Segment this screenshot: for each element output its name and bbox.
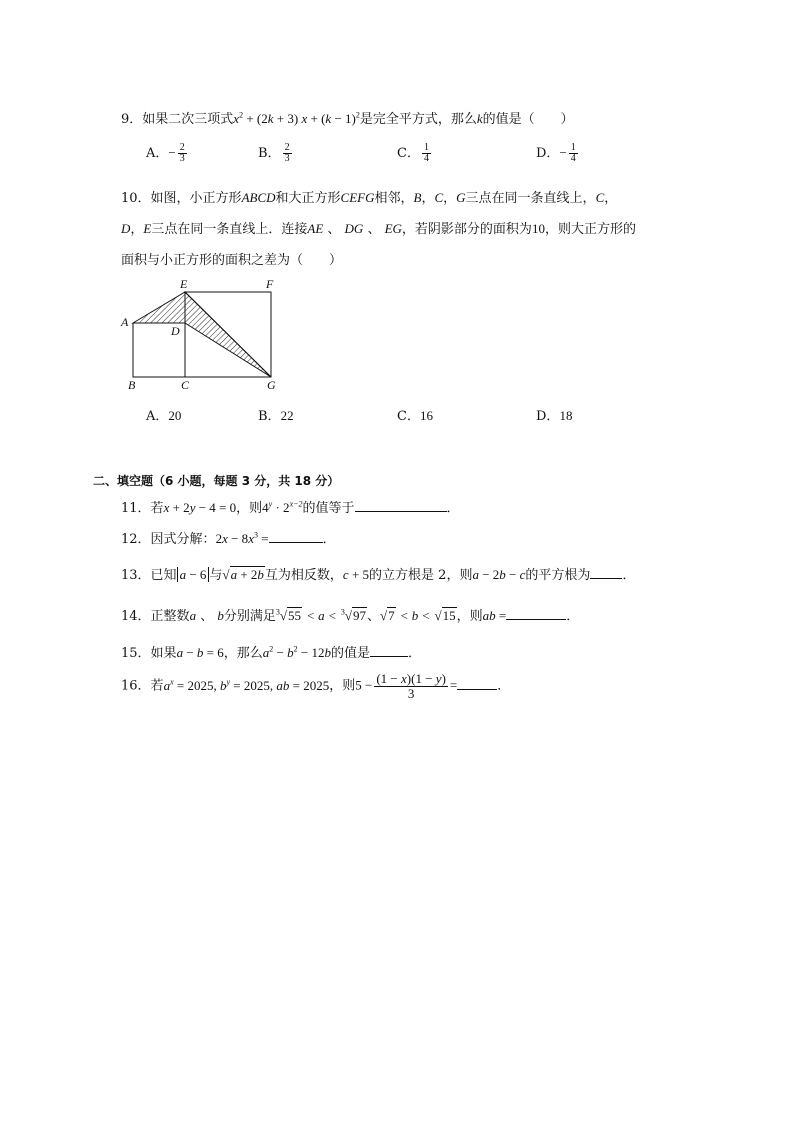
shaded-triangle-aed [133,292,185,323]
q10-line-2: D，E三点在同一条直线上．连接AE 、 DG 、 EG，若阴影部分的面积为10，则大正方形的 [121,221,636,237]
q15: 15．如果a − b = 6，那么$a^2 - b^2 - 12b$的值是 ． [121,644,421,661]
q12: 12．因式分解：$2x - 8x^3$ = ． [121,530,336,547]
label-b: B [128,378,136,391]
fraction: $\frac{1}{4}$ [570,141,576,164]
q10-option-c[interactable]: C．16 [397,408,433,424]
section-heading: 二、填空题（6 小题，每题 3 分，共 18 分） [93,474,340,488]
label-d: D [171,324,180,338]
fraction: $\frac{(1 - x)(1 - y)}{3}$ [376,671,446,701]
q9-option-b[interactable]: B． $\frac{2}{3}$ [258,141,290,164]
q9-option-a[interactable]: A．− $\frac{2}{3}$ [146,141,185,164]
fraction: $\frac{2}{3}$ [284,141,290,164]
q16: 16．若$a^x = 2025$, $b^y = 2025$, ab = 2025，则5 − $\frac{(1 - x)(1 - y)}{3}$ = ． [121,671,511,701]
q9-tail: 是完全平方式，那么 [359,112,477,127]
q10-option-a[interactable]: A．20 [146,408,182,424]
answer-blank[interactable] [269,530,323,543]
label-a: A [121,315,129,329]
q10-area-value: 10 [531,221,545,236]
q10-line-1: 10．如图，小正方形ABCD和大正方形CEFG相邻，B，C，G三点在同一条直线上，C， [121,190,618,206]
answer-blank[interactable] [590,566,622,579]
answer-blank[interactable] [370,644,408,657]
q9-option-c[interactable]: C． $\frac{1}{4}$ [397,141,429,164]
q10-option-b[interactable]: B．22 [258,408,294,424]
q13: 13．已知 a − 6 与√a + 2b互为相反数，c + 5的立方根是 2，则a − 2b − c的平方根为 ． [121,567,636,583]
answer-blank[interactable] [457,677,497,690]
q9-tail2: 的值是（ ） [482,112,574,127]
label-g: G [267,378,276,391]
fraction: $\frac{2}{3}$ [179,141,185,164]
q9-option-d[interactable]: D．− $\frac{1}{4}$ [536,141,576,164]
label-c: C [181,378,190,391]
q9-k: k [476,111,483,126]
segment-eg [185,292,271,377]
q10-option-d[interactable]: D．18 [536,408,573,424]
q9-number: 9． [121,112,143,127]
answer-blank[interactable] [506,607,566,620]
fraction: $\frac{1}{4}$ [423,141,429,164]
q14: 14．正整数a 、 b分别满足$^3$√55 < a < $^3$√97、√7 < b < √15，则ab = ． [121,607,580,624]
q10-figure [118,276,288,391]
q10-number: 10． [121,191,151,206]
q9-stem [121,108,574,127]
label-f: F [266,277,274,291]
q9-expression: $x^2 + (2k + 3) x + (k - 1)^2$ [233,110,360,126]
q10-line-3: 面积与小正方形的面积之差为（ ） [121,253,343,268]
q9-lead: 如果二次三项式 [142,112,234,127]
answer-blank[interactable] [355,499,447,512]
q11: 11．若x + 2y − 4 = 0，则$4^y \cdot 2^{x-2}$的值等于 ． [121,499,460,516]
label-e: E [180,277,188,291]
